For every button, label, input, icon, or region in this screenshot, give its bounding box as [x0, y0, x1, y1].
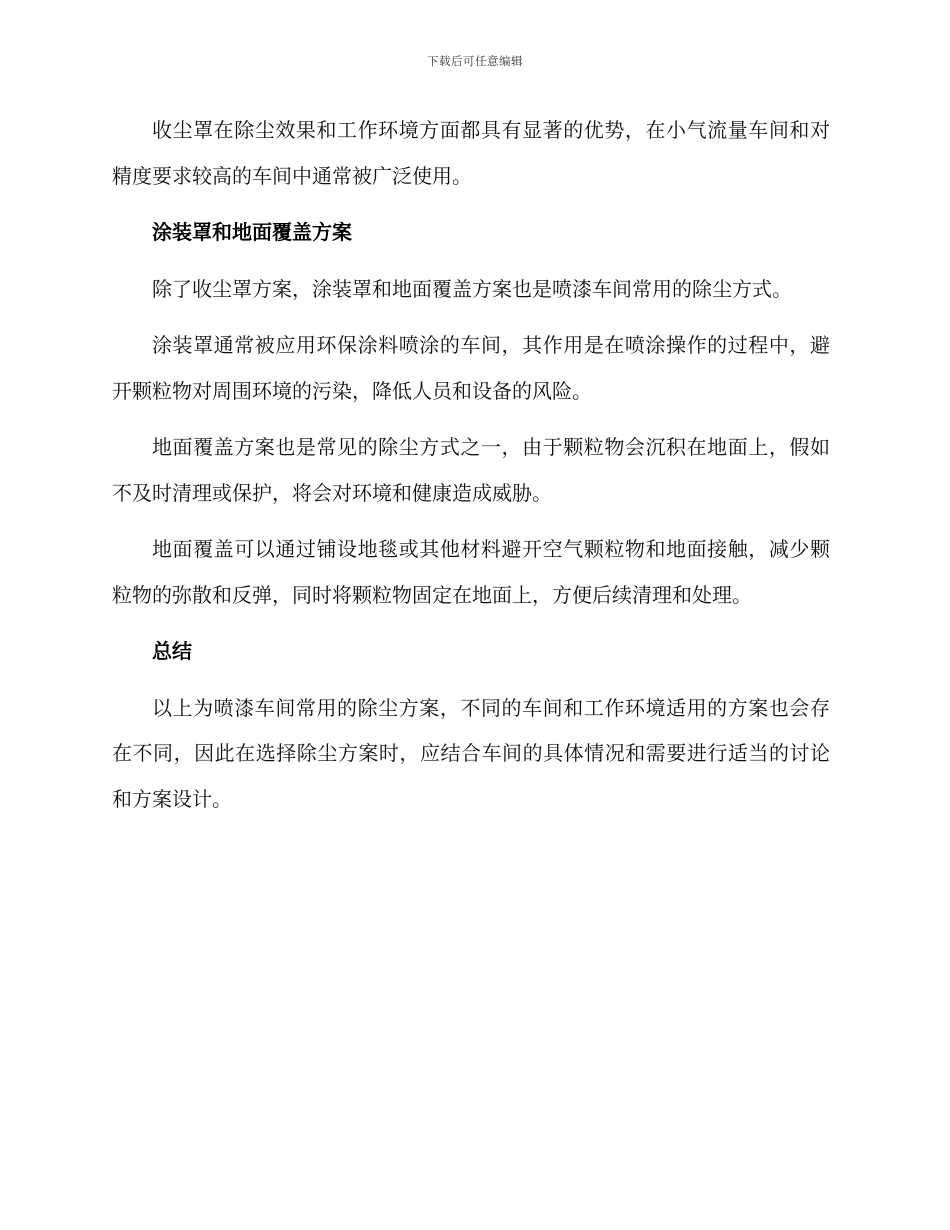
section-heading-summary: 总结	[152, 639, 192, 663]
paragraph-floor-cover: 地面覆盖方案也是常见的除尘方式之一，由于颗粒物会沉积在地面上，假如不及时清理或保护，将会对环境和健康造成威胁。	[112, 435, 830, 505]
paragraph-dust-hood-advantages: 收尘罩在除尘效果和工作环境方面都具有显著的优势，在小气流量车间和对精度要求较高的车间中通常被广泛使用。	[112, 118, 830, 188]
header-note: 下载后可任意编辑	[427, 54, 523, 68]
document-body	[112, 108, 830, 833]
paragraph-summary: 以上为喷漆车间常用的除尘方案，不同的车间和工作环境适用的方案也会存在不同，因此在选择除尘方案时，应结合车间的具体情况和需要进行适当的讨论和方案设计。	[112, 695, 830, 811]
paragraph-floor-cover-method: 地面覆盖可以通过铺设地毯或其他材料避开空气颗粒物和地面接触，减少颗粒物的弥散和反弹，同时将颗粒物固定在地面上，方便后续清理和处理。	[112, 537, 830, 607]
paragraph-coating-hood: 涂装罩通常被应用环保涂料喷涂的车间，其作用是在喷涂操作的过程中，避开颗粒物对周围环境的污染，降低人员和设备的风险。	[112, 333, 830, 403]
paragraph-coating-intro: 除了收尘罩方案，涂装罩和地面覆盖方案也是喷漆车间常用的除尘方式。	[152, 276, 792, 301]
section-heading-coating-hood: 涂装罩和地面覆盖方案	[152, 220, 352, 244]
